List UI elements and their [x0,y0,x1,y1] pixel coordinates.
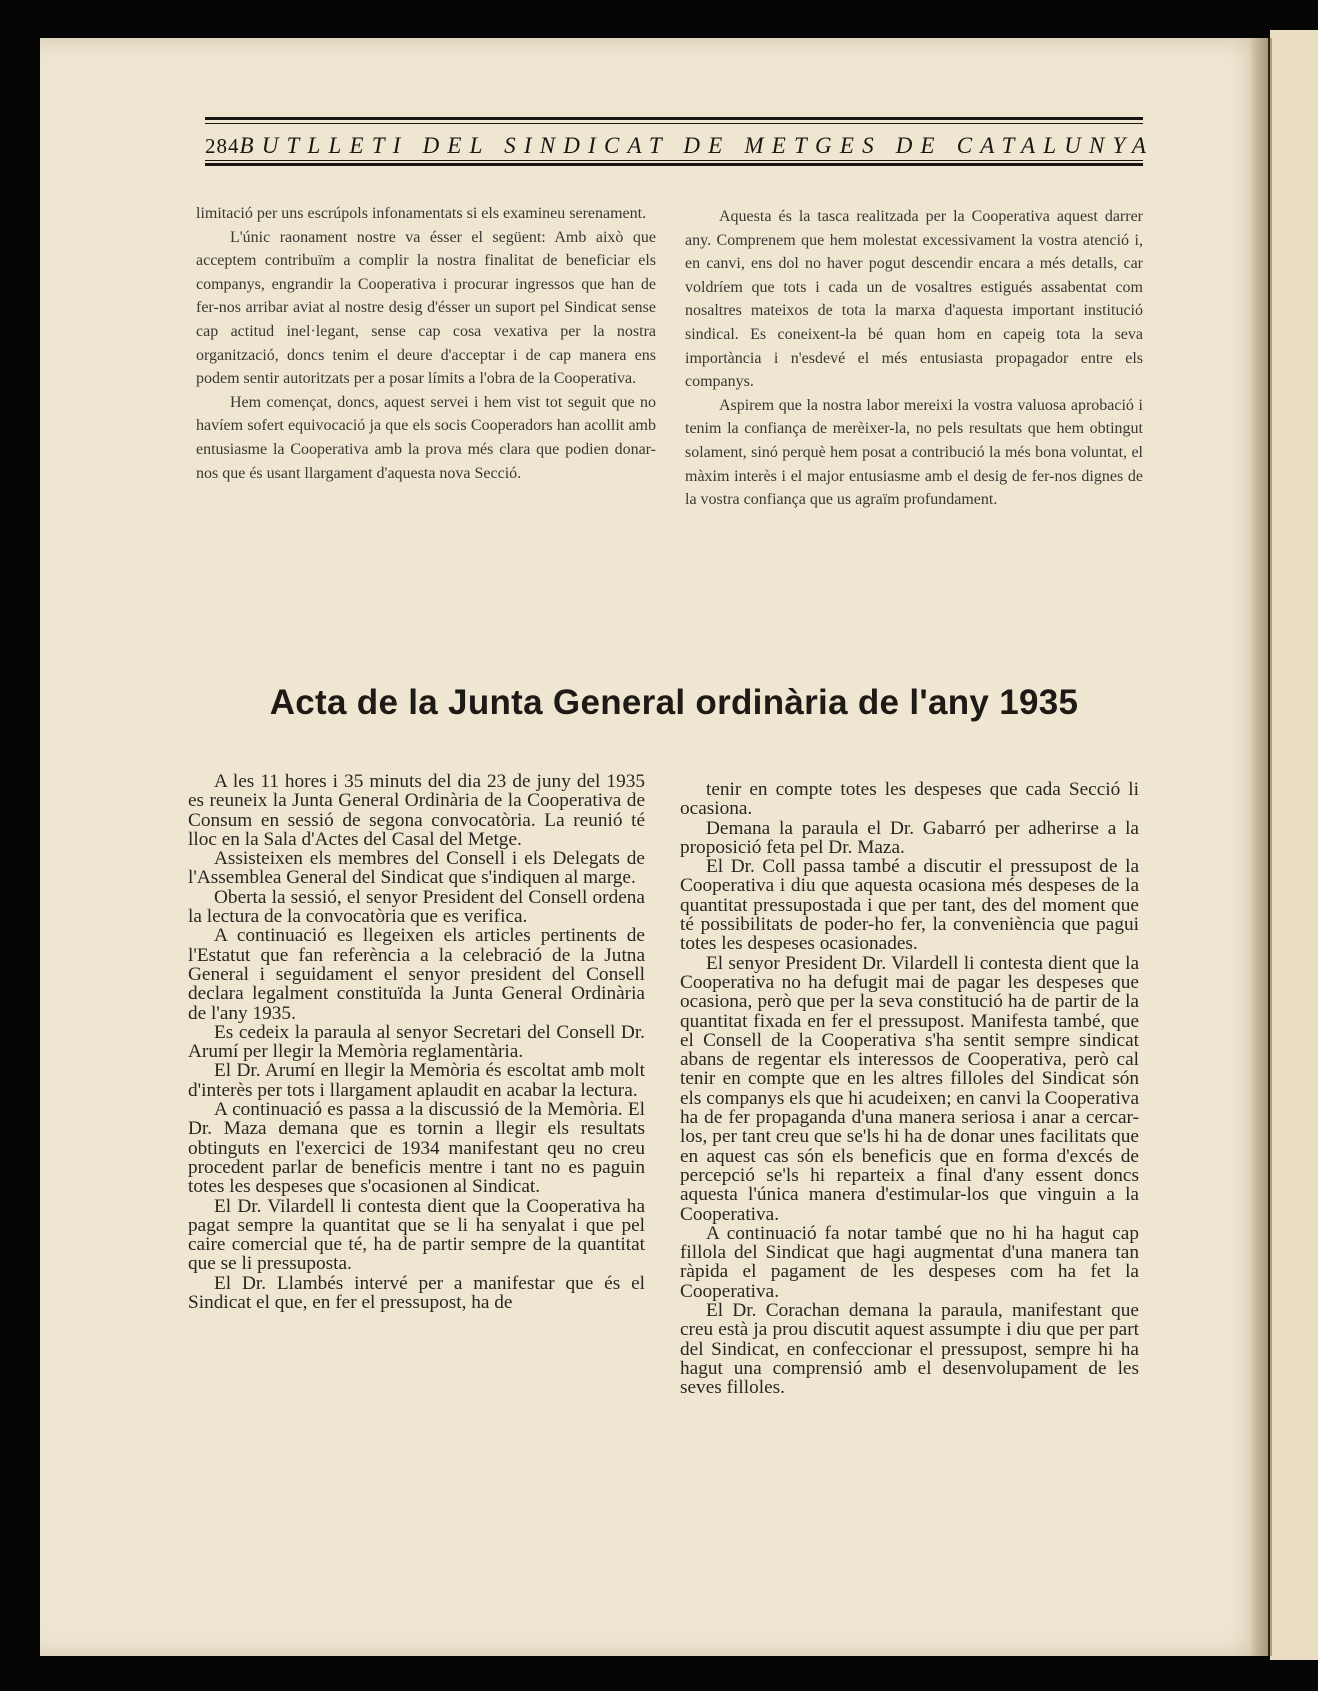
upper-left-column [196,202,656,485]
header-rule-bottom-thin [205,160,1143,161]
paragraph: Es cedeix la paraula al senyor Secretari del Consell Dr. Arumí per llegir la Memòria reglamentària. [188,1021,645,1063]
paragraph: El Dr. Corachan demana la paraula, manifestant que creu està ja prou discutit aquest assumpte i diu que per part del Sindicat, en confeccionar el pressupost, sempre hi ha hagut una comprensió amb el desenvolupament de les seves filloles. [680,1300,1139,1399]
paragraph: Assisteixen els membres del Consell i els Delegats de l'Assemblea General del Sindicat que s'indiquen al marge. [188,848,645,889]
paragraph: L'únic raonament nostre va ésser el següent: Amb això que acceptem contribuïm a complir la nostra finalitat de beneficiar els companys, engrandir la Cooperativa i procurar ingressos que han de fer-nos arribar aviat al nostre desig d'ésser un suport pel Sindicat sense cap actitud inel·legant, sense cap cosa vexativa per la nostra organització, doncs tenim el deure d'acceptar i de cap manera ens podem sentir autoritzats per a posar límits a l'obra de la Cooperativa. [196,228,656,388]
paragraph: A continuació es llegeixen els articles pertinents de l'Estatut que fan referència a la celebració de la Jutna General i seguidament el senyor president del Consell declara legalment constituïda la Junta General Ordinària de l'any 1935. [188,925,645,1024]
header-rule-bottom [205,163,1143,166]
section-heading: Acta de la Junta General ordinària de l'any 1935 [269,683,1079,722]
paragraph: A continuació fa notar també que no hi ha hagut cap fillola del Sindicat que hagi augmentat d'una manera tan ràpida el pagament de les despeses com ha fet la Cooperativa. [680,1222,1139,1302]
paragraph: Aspirem que la nostra labor mereixi la vostra valuosa aprobació i tenim la confiança de merèixer-la, no pels resultats que hem obtingut solament, sinó perquè hem posat a contribució la més bona voluntat, el màxim interès i el major entusiasme amb el desig de fer-nos dignes de la vostra confiança que us agraïm profundament. [685,396,1143,509]
paragraph: El senyor President Dr. Vilardell li contesta dient que la Cooperativa no ha defugit mai de pagar les despeses que ocasiona, però que per la seva constitució ha de partir de la quantitat fixada en fer el pressupost. Manifesta també, que el Consell de la Cooperativa s'ha sentit sempre sindicat abans de regentar els interessos de Cooperativa, però cal tenir en compte que en les altres filloles del Sindicat són els companys els que hi acudeixen; en canvi la Cooperativa ha de fer propaganda d'una manera seriosa i anar a cercar-los, per tant creu que se'ls hi ha de donar unes facilitats que en aquest cas són els beneficis que en forma d'excés de percepció se'ls hi reparteix a final d'any essent doncs aquesta l'única manera d'estimular-los que vinguin a la Cooperativa. [680,952,1139,1225]
paragraph: Demana la paraula el Dr. Gabarró per adherirse a la proposició feta pel Dr. Maza. [680,817,1139,858]
page-number: 284 [205,133,240,158]
header-rule-top-thin [205,123,1143,124]
upper-right-column [685,205,1143,512]
paragraph: El Dr. Llambés intervé per a manifestar que és el Sindicat el que, en fer el pressupost, ha de [188,1272,645,1314]
paragraph: tenir en compte totes les despeses que cada Secció li ocasiona. [680,779,1139,820]
paragraph: Hem començat, doncs, aquest servei i hem vist tot seguit que no havíem sofert equivocació ja que els socis Cooperadors han acollit amb entusiasme la Cooperativa amb la prova més clara que podien donar-nos que és usant llargament d'aquesta nova Secció. [196,393,656,482]
paragraph: A continuació es passa a la discussió de la Memòria. El Dr. Maza demana que es tornin a llegir els resultats obtinguts en l'exercici de 1934 manifestant qeu no creu procedent parlar de beneficis mentre i tant no es paguin totes les despeses que s'ocasionen al Sindicat. [188,1099,645,1198]
facing-page-edge [1270,30,1318,1660]
paragraph: El Dr. Coll passa també a discutir el pressupost de la Cooperativa i diu que aquesta ocasiona més despeses de la quantitat pressupostada i que per tant, des del moment que té possibilitats de poder-ho fer, la conveniència que pagui totes les despeses ocasionades. [680,856,1139,955]
paragraph: Oberta la sessió, el senyor President del Consell ordena la lectura de la convocatòria que es verifica. [188,886,645,928]
page-gutter-shadow [1250,38,1272,1656]
paragraph: limitació per uns escrúpols infonamentats si els examineu serenament. [196,205,647,222]
paragraph: A les 11 hores i 35 minuts del dia 23 de juny del 1935 es reuneix la Junta General Ordinària de la Cooperativa de Consum en sessió de segona convocatòria. La reunió té lloc en la Sala d'Actes del Casal del Metge. [188,771,645,850]
journal-title: BUTLLETI DEL SINDICAT DE METGES DE CATALUNYA [239,133,1155,158]
lower-right-column [680,780,1139,1398]
header-rule-top [205,117,1143,120]
lower-left-column [188,772,645,1312]
paragraph: Aquesta és la tasca realitzada per la Cooperativa aquest darrer any. Comprenem que hem molestat excessivament la vostra atenció i, en canvi, ens dol no haver pogut descendir encara a més detalls, car voldríem que tots i cada un de vosaltres estigués assabentat com nosaltres mateixos de tota la marxa d'aquesta important institució sindical. Es coneixent-la bé quan hom en capeig tota la seva importància i n'esdevé el més entusiasta propagador entre els companys. [685,208,1143,391]
paragraph: El Dr. Vilardell li contesta dient que la Cooperativa ha pagat sempre la quantitat que se li ha senyalat i que pel caire comercial que té, ha de partir sempre de la quantitat que se li pressuposta. [188,1195,645,1275]
paragraph: El Dr. Arumí en llegir la Memòria és escoltat amb molt d'interès per tots i llargament aplaudit en acabar la lectura. [188,1060,645,1101]
